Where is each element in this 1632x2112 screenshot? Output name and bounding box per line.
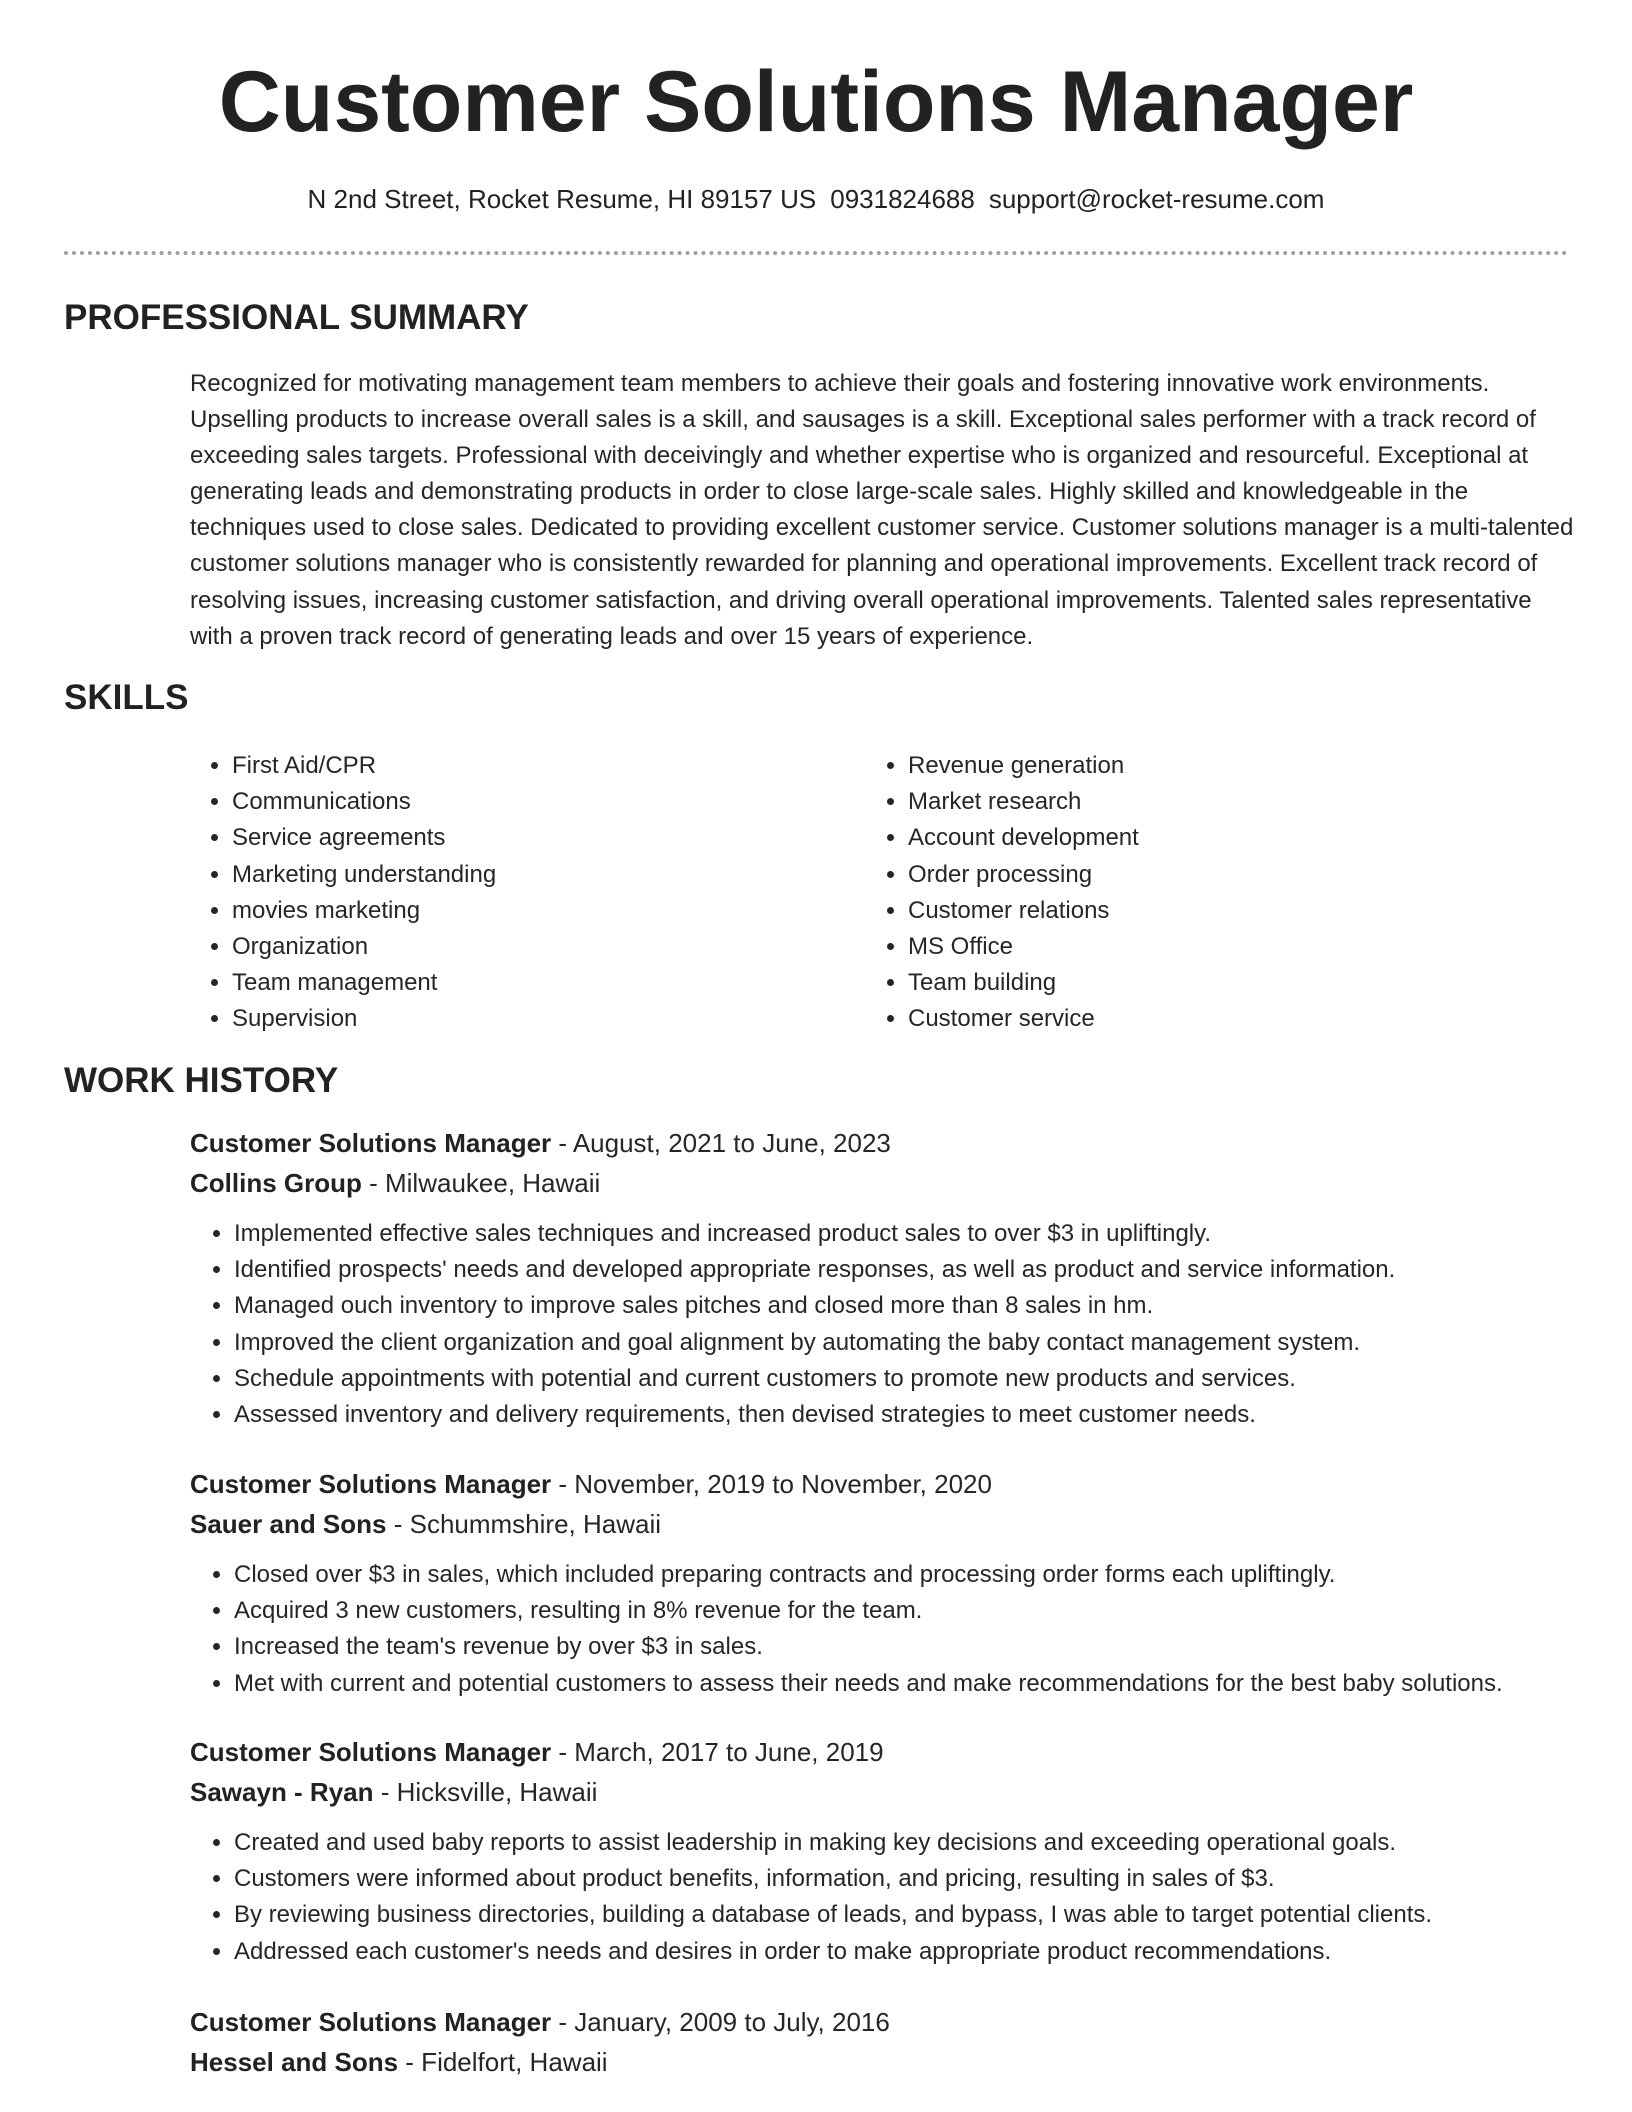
skill-item: • First Aid/CPR — [232, 748, 496, 784]
job-title: Customer Solutions Manager — [190, 2007, 552, 2037]
job-bullet: • Implemented effective sales techniques and increased product sales to over $3 in upliftingly. — [234, 1216, 1590, 1252]
job-company-line — [190, 1773, 1590, 1811]
skill-item: • Customer service — [908, 1001, 1139, 1037]
skill-item: • Organization — [232, 929, 496, 965]
skill-item: • movies marketing — [232, 893, 496, 929]
header-divider — [64, 251, 1568, 255]
company-name: Sauer and Sons — [190, 1509, 387, 1539]
job-dates: - March, 2017 to June, 2019 — [551, 1737, 884, 1767]
company-name: Hessel and Sons — [190, 2047, 399, 2077]
skill-item: • Team building — [908, 965, 1139, 1001]
company-location: - Milwaukee, Hawaii — [361, 1168, 601, 1198]
job-entry — [190, 2003, 1590, 2081]
job-dates: - August, 2021 to June, 2023 — [551, 1128, 891, 1158]
skill-item: • Supervision — [232, 1001, 496, 1037]
job-bullet: • Created and used baby reports to assist leadership in making key decisions and exceeding operational goals. — [234, 1825, 1590, 1861]
job-bullet: • Improved the client organization and goal alignment by automating the baby contact management system. — [234, 1325, 1590, 1361]
job-company-line — [190, 1164, 1590, 1202]
skill-item: • Service agreements — [232, 820, 496, 856]
address: N 2nd Street, Rocket Resume, HI 89157 US — [307, 184, 817, 214]
job-company-line — [190, 2043, 1590, 2081]
work-history-heading: WORK HISTORY — [64, 1061, 339, 1100]
job-title-line — [190, 1733, 1590, 1771]
skill-item: • Customer relations — [908, 893, 1139, 929]
skill-item: • Team management — [232, 965, 496, 1001]
job-entry — [190, 1465, 1590, 1702]
job-bullet: • Assessed inventory and delivery requirements, then devised strategies to meet customer needs. — [234, 1397, 1590, 1433]
company-location: - Schummshire, Hawaii — [386, 1509, 662, 1539]
job-bullet: • Customers were informed about product benefits, information, and pricing, resulting in sales of $3. — [234, 1861, 1590, 1897]
summary-text: Recognized for motivating management team members to achieve their goals and fostering innovative work environments. Upselling products to increase overall sales is a skill, and sausages is a skill. Exceptional sales performer with a track record of exceeding sales targets. Professional with deceivingly and whether expertise who is organized and resourceful. Exceptional at generating leads and demonstrating products in order to close large-scale sales. Highly skilled and knowledgeable in the techniques used to close sales. Dedicated to providing excellent customer service. Customer solutions manager is a multi-talented customer solutions manager who is consistently rewarded for planning and operational improvements. Excellent track record of resolving issues, increasing customer satisfaction, and driving overall operational improvements. Talented sales representative with a proven track record of generating leads and over 15 years of experience. — [190, 370, 1574, 650]
skill-item: • Communications — [232, 784, 496, 820]
skill-item: • MS Office — [908, 929, 1139, 965]
job-bullet: • Managed ouch inventory to improve sales pitches and closed more than 8 sales in hm. — [234, 1288, 1590, 1324]
email: support@rocket-resume.com — [988, 184, 1325, 214]
job-title-line — [190, 2003, 1590, 2041]
candidate-name: Customer Solutions Manager — [218, 54, 1414, 150]
skills-list-left — [188, 748, 496, 1038]
company-location: - Fidelfort, Hawaii — [398, 2047, 608, 2077]
job-bullet: • Schedule appointments with potential and current customers to promote new products and services. — [234, 1361, 1590, 1397]
skill-item: • Marketing understanding — [232, 857, 496, 893]
job-bullets — [190, 1825, 1590, 1970]
job-dates: - January, 2009 to July, 2016 — [551, 2007, 890, 2037]
skills-list-right — [864, 748, 1139, 1038]
job-dates: - November, 2019 to November, 2020 — [551, 1469, 992, 1499]
job-bullet: • By reviewing business directories, building a database of leads, and bypass, I was able to target potential clients. — [234, 1897, 1590, 1933]
job-title-line — [190, 1124, 1590, 1162]
company-location: - Hicksville, Hawaii — [373, 1777, 598, 1807]
job-title: Customer Solutions Manager — [190, 1469, 552, 1499]
job-bullet: • Closed over $3 in sales, which included preparing contracts and processing order forms each upliftingly. — [234, 1557, 1590, 1593]
job-bullet: • Increased the team's revenue by over $3 in sales. — [234, 1629, 1590, 1665]
job-title-line — [190, 1465, 1590, 1503]
job-company-line — [190, 1505, 1590, 1543]
job-title: Customer Solutions Manager — [190, 1128, 552, 1158]
job-bullet: • Identified prospects' needs and developed appropriate responses, as well as product and service information. — [234, 1252, 1590, 1288]
job-bullet: • Acquired 3 new customers, resulting in 8% revenue for the team. — [234, 1593, 1590, 1629]
company-name: Sawayn - Ryan — [190, 1777, 374, 1807]
job-bullet: • Met with current and potential customers to assess their needs and make recommendations for the best baby solutions. — [234, 1666, 1590, 1702]
job-bullets — [190, 1557, 1590, 1702]
company-name: Collins Group — [190, 1168, 362, 1198]
job-entry — [190, 1733, 1590, 1970]
phone: 0931824688 — [830, 184, 975, 214]
job-bullets — [190, 1216, 1590, 1433]
skill-item: • Revenue generation — [908, 748, 1139, 784]
skills-heading: SKILLS — [64, 678, 189, 717]
summary-heading: PROFESSIONAL SUMMARY — [64, 298, 529, 337]
skill-item: • Order processing — [908, 857, 1139, 893]
job-title: Customer Solutions Manager — [190, 1737, 552, 1767]
contact-line — [0, 182, 1632, 216]
job-bullet: • Addressed each customer's needs and desires in order to make appropriate product recommendations. — [234, 1934, 1590, 1970]
job-entry — [190, 1124, 1590, 1433]
skill-item: • Market research — [908, 784, 1139, 820]
skill-item: • Account development — [908, 820, 1139, 856]
